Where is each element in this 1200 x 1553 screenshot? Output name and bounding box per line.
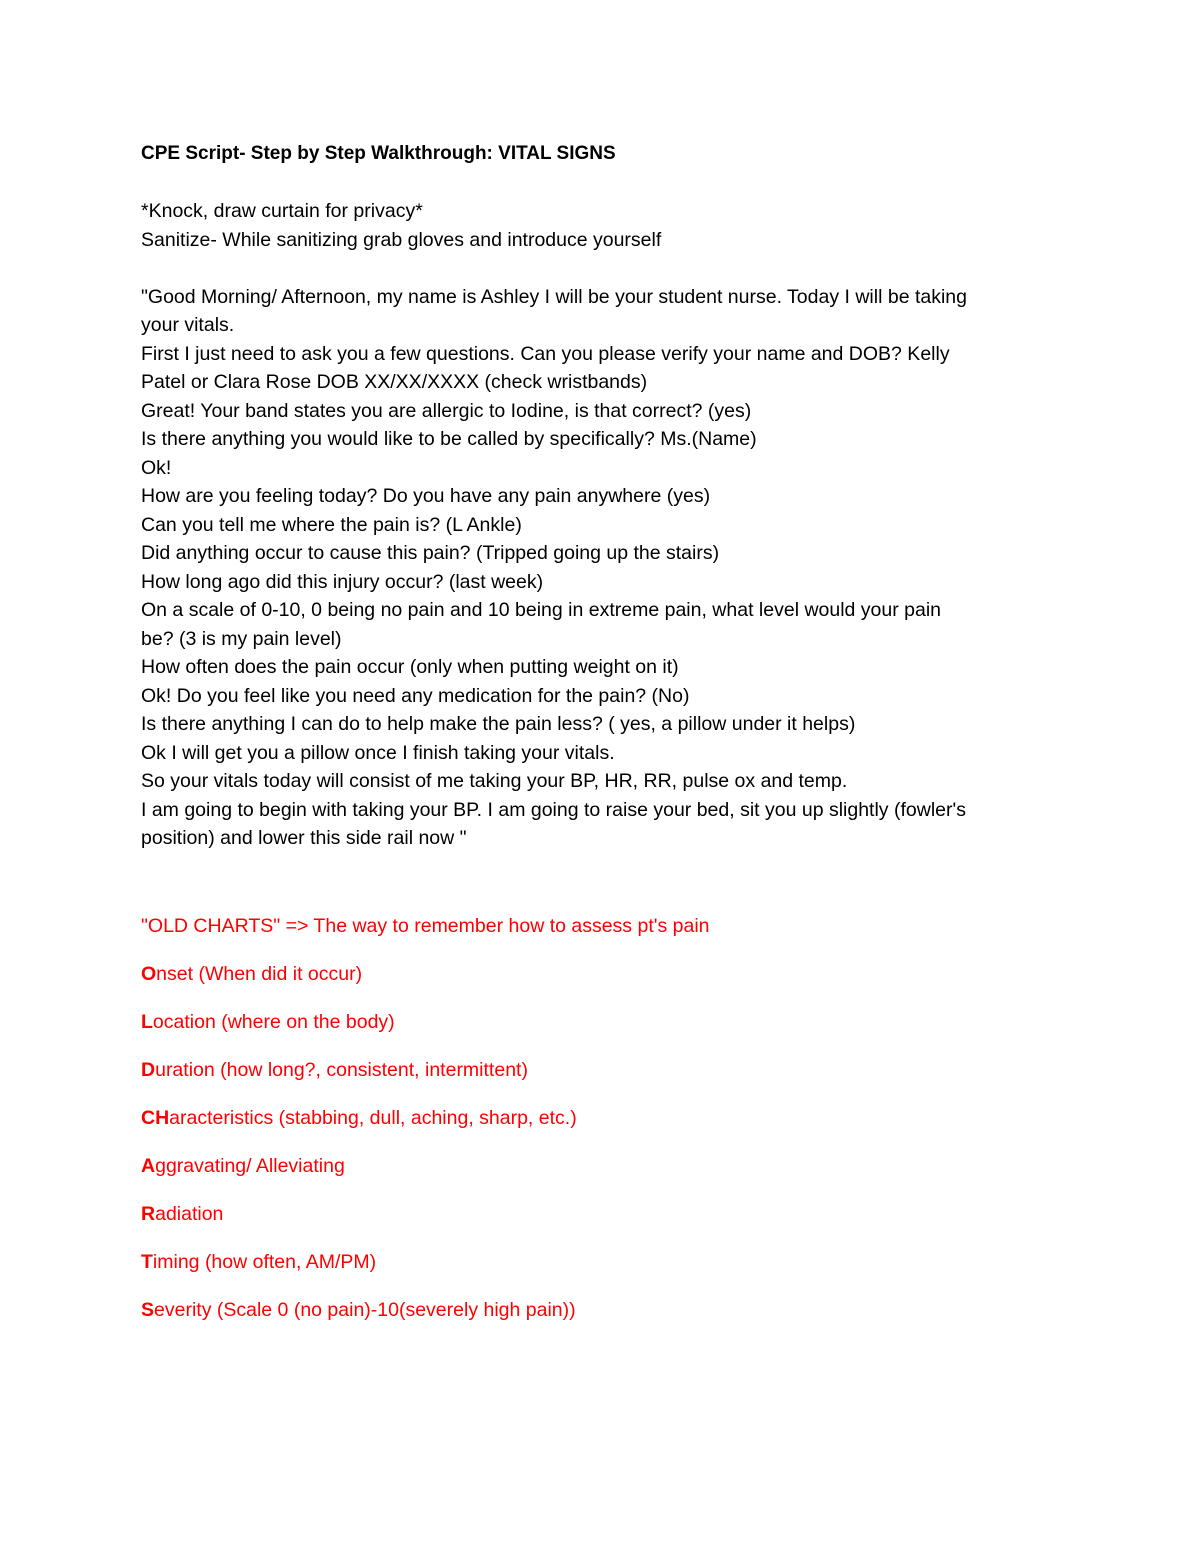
script-line: On a scale of 0-10, 0 being no pain and 10 being in extreme pain, what level would your pain	[141, 599, 942, 621]
mnemonic-item-location	[141, 1008, 1060, 1036]
paragraph-gap	[141, 254, 1060, 283]
mnemonic-letter: S	[141, 1298, 155, 1321]
script-line: position) and lower this side rail now "	[141, 827, 467, 849]
mnemonic-item-aggravating	[141, 1152, 1060, 1180]
mnemonic-text: uration (how long?, consistent, intermittent)	[155, 1058, 528, 1081]
script-line: Ok I will get you a pillow once I finish taking your vitals.	[141, 741, 615, 764]
script-line: Is there anything I can do to help make the pain less? ( yes, a pillow under it helps)	[141, 713, 856, 735]
script-line: How often does the pain occur (only when putting weight on it)	[141, 656, 679, 678]
script-line: be? (3 is my pain level)	[141, 627, 342, 650]
script-line: So your vitals today will consist of me taking your BP, HR, RR, pulse ox and temp.	[141, 770, 848, 792]
mnemonic-text: aracteristics (stabbing, dull, aching, sharp, etc.)	[169, 1106, 577, 1129]
script-line: "Good Morning/ Afternoon, my name is Ashley I will be your student nurse. Today I will be taking	[141, 285, 967, 308]
script-line: Ok! Do you feel like you need any medication for the pain? (No)	[141, 684, 690, 707]
mnemonic-item-characteristics	[141, 1104, 1060, 1132]
script-line: How are you feeling today? Do you have any pain anywhere (yes)	[141, 485, 711, 507]
old-charts-mnemonic	[141, 912, 1060, 1324]
mnemonic-item-timing	[141, 1248, 1060, 1276]
intro-line: Sanitize- While sanitizing grab gloves and introduce yourself	[141, 228, 662, 251]
script-line: Ok!	[141, 456, 172, 479]
intro-line: *Knock, draw curtain for privacy*	[141, 200, 423, 222]
script-line: Is there anything you would like to be called by specifically? Ms.(Name)	[141, 428, 757, 450]
mnemonic-letter: R	[141, 1202, 156, 1225]
mnemonic-letter: D	[141, 1058, 156, 1081]
script-body	[141, 197, 1060, 853]
script-line: Patel or Clara Rose DOB XX/XX/XXXX (check wristbands)	[141, 371, 648, 393]
script-line: Did anything occur to cause this pain? (Tripped going up the stairs)	[141, 542, 720, 564]
mnemonic-item-severity	[141, 1296, 1060, 1324]
mnemonic-item-duration	[141, 1056, 1060, 1084]
mnemonic-text: everity (Scale 0 (no pain)-10(severely high pain))	[154, 1298, 576, 1321]
script-line: Can you tell me where the pain is? (L Ankle)	[141, 513, 522, 536]
mnemonic-letter: O	[141, 962, 157, 985]
old-charts-heading: "OLD CHARTS" => The way to remember how to assess pt's pain	[141, 914, 710, 937]
mnemonic-text: ocation (where on the body)	[152, 1010, 395, 1033]
mnemonic-letter: L	[141, 1010, 153, 1033]
script-line: Great! Your band states you are allergic to Iodine, is that correct? (yes)	[141, 399, 752, 422]
script-line: First I just need to ask you a few questions. Can you please verify your name and DOB? Kelly	[141, 342, 950, 365]
mnemonic-letter: A	[141, 1154, 156, 1177]
document-title: CPE Script- Step by Step Walkthrough: VITAL SIGNS	[141, 143, 616, 164]
mnemonic-letter: T	[141, 1250, 153, 1273]
mnemonic-text: nset (When did it occur)	[156, 962, 363, 985]
mnemonic-item-radiation	[141, 1200, 1060, 1228]
mnemonic-letter: CH	[141, 1106, 170, 1129]
script-line: I am going to begin with taking your BP. I am going to raise your bed, sit you up slightly (fowler's	[141, 798, 966, 821]
mnemonic-text: ggravating/ Alleviating	[155, 1154, 345, 1177]
script-line: your vitals.	[141, 314, 235, 336]
mnemonic-text: adiation	[155, 1202, 224, 1225]
script-line: How long ago did this injury occur? (last week)	[141, 570, 544, 593]
mnemonic-text: iming (how often, AM/PM)	[152, 1250, 377, 1273]
mnemonic-item-onset	[141, 960, 1060, 988]
